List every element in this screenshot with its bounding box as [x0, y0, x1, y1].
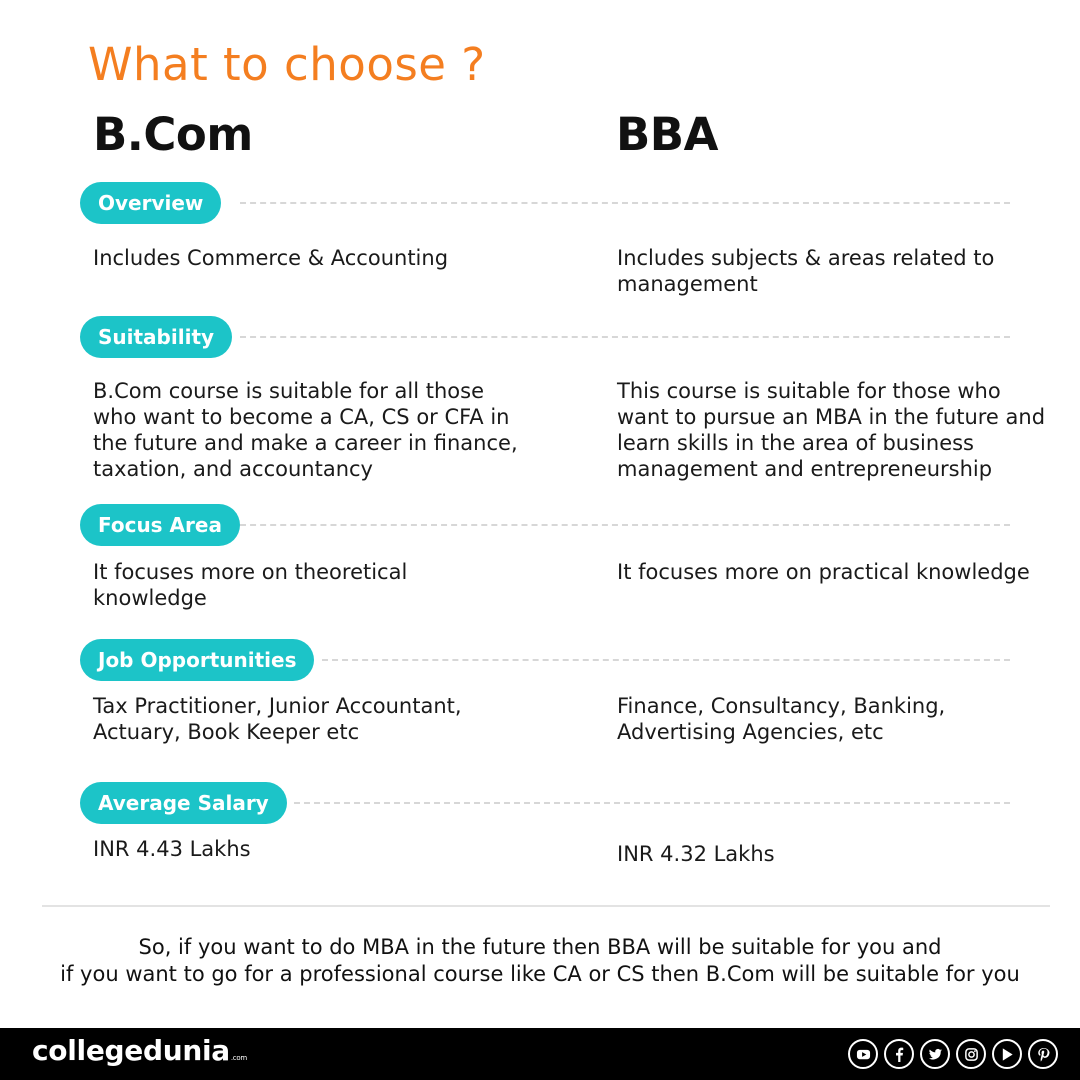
bba-average-salary: INR 4.32 Lakhs: [617, 842, 775, 866]
bba-overview: Includes subjects & areas related to management: [617, 246, 995, 296]
bba-job-opportunities: Finance, Consultancy, Banking, Advertising Agencies, etc: [617, 694, 946, 744]
bcom-overview: Includes Commerce & Accounting: [93, 246, 449, 270]
twitter-icon[interactable]: [920, 1039, 950, 1069]
bba-suitability: This course is suitable for those who want to pursue an MBA in the future and learn skills in the area of business management and entrepreneurship: [617, 379, 1046, 481]
section-label-overview: Overview: [80, 182, 221, 224]
footer-bar: [0, 1028, 1080, 1080]
conclusion-divider: [42, 905, 1050, 907]
divider-dashed: [240, 524, 1010, 526]
instagram-icon[interactable]: [956, 1039, 986, 1069]
column-header-bba: BBA: [616, 108, 718, 161]
brand-name: collegedunia: [32, 1034, 230, 1067]
social-links: [848, 1039, 1058, 1069]
section-label-suitability: Suitability: [80, 316, 232, 358]
bcom-job-opportunities: Tax Practitioner, Junior Accountant, Actuary, Book Keeper etc: [93, 694, 462, 744]
bcom-average-salary: INR 4.43 Lakhs: [93, 837, 251, 861]
column-header-bcom: B.Com: [93, 108, 253, 161]
brand-suffix: .com: [230, 1054, 247, 1062]
bcom-suitability: B.Com course is suitable for all those who want to become a CA, CS or CFA in the future and make a career in finance, taxation, and accountancy: [93, 379, 518, 481]
divider-dashed: [240, 202, 1010, 204]
divider-dashed: [240, 336, 1010, 338]
pinterest-icon[interactable]: [1028, 1039, 1058, 1069]
conclusion-line-2: if you want to go for a professional course like CA or CS then B.Com will be suitable for you: [60, 962, 1020, 986]
brand-logo[interactable]: [32, 1034, 247, 1067]
facebook-icon[interactable]: [884, 1039, 914, 1069]
section-label-focus-area: Focus Area: [80, 504, 240, 546]
bba-focus-area: It focuses more on practical knowledge: [617, 560, 1030, 584]
conclusion-text: [0, 934, 1080, 988]
bcom-focus-area: It focuses more on theoretical knowledge: [93, 560, 408, 610]
youtube-icon[interactable]: [848, 1039, 878, 1069]
section-label-average-salary: Average Salary: [80, 782, 287, 824]
section-label-job-opportunities: Job Opportunities: [80, 639, 314, 681]
divider-dashed: [322, 659, 1010, 661]
conclusion-line-1: So, if you want to do MBA in the future then BBA will be suitable for you and: [138, 935, 942, 959]
divider-dashed: [294, 802, 1010, 804]
page-title: What to choose ?: [88, 38, 486, 91]
play-store-icon[interactable]: [992, 1039, 1022, 1069]
